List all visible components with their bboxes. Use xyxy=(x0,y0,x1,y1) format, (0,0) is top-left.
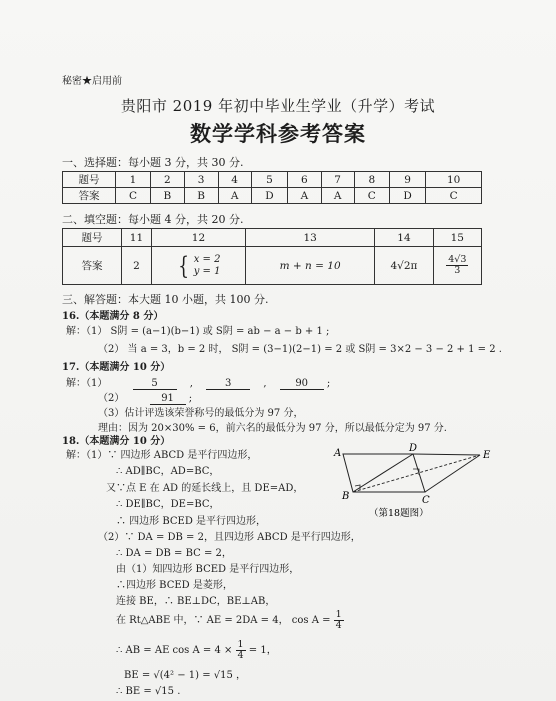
fraction xyxy=(236,640,246,661)
q18-ab-line xyxy=(116,640,277,661)
label-e: E xyxy=(483,450,491,461)
table-cell: 6 xyxy=(288,172,321,188)
fraction xyxy=(334,610,344,631)
q18-line: 解：（1）∵ 四边形 ABCD 是平行四边形， xyxy=(66,450,258,461)
q17-blank3: 90 xyxy=(280,378,324,390)
table-cell: A xyxy=(288,188,321,204)
row-label-answer: 答案 xyxy=(63,188,116,204)
fraction-denominator: 4 xyxy=(335,620,342,631)
q18-line: 连接 BE，∴ BE⊥DC，BE⊥AB， xyxy=(116,596,276,607)
q18-line: ∴ BE = √15 . xyxy=(116,686,181,697)
fraction xyxy=(446,255,468,276)
label-c: C xyxy=(422,495,430,506)
fill-answer-table xyxy=(62,228,482,285)
fraction-numerator: 1 xyxy=(237,639,244,650)
label-b: B xyxy=(342,491,350,502)
section2-heading: 二、填空题：每小题 4 分，共 20 分. xyxy=(62,213,244,226)
table-cell: 15 xyxy=(433,229,481,247)
q18-line: ∴ 四边形 BCED 是平行四边形， xyxy=(116,516,267,527)
answer-12-line2: y = 1 xyxy=(193,265,221,277)
q18-line: ∴ DA = DB = BC = 2， xyxy=(116,548,232,559)
label-a: A xyxy=(334,448,342,459)
table-cell: B xyxy=(151,188,185,204)
table-cell: 13 xyxy=(245,229,374,247)
answer-14: 4√2π xyxy=(375,247,433,285)
q18-title: 18.（本题满分 10 分） xyxy=(62,436,171,447)
q18-line: ∴ DE∥BC，DE=BC， xyxy=(116,499,220,510)
table-cell: D xyxy=(251,188,287,204)
q18-ab-text: ∴ AB = AE cos A = 4 × xyxy=(116,645,236,656)
choice-answer-table xyxy=(62,171,482,204)
table-cell: 9 xyxy=(389,172,425,188)
q17-line2-prefix: （2） xyxy=(98,393,125,404)
q18-line: ∴四边形 BCED 是菱形， xyxy=(116,580,233,591)
table-cell: D xyxy=(389,188,425,204)
answer-12 xyxy=(151,247,245,285)
q17-blank2: 3 xyxy=(206,378,250,390)
brace-glyph: { xyxy=(178,251,190,280)
q18-line: 又∵点 E 在 AD 的延长线上，且 DE=AD， xyxy=(106,483,304,494)
table-cell: 4 xyxy=(218,172,251,188)
q18-figure xyxy=(325,442,500,522)
table-cell: 7 xyxy=(321,172,354,188)
table-cell: 3 xyxy=(184,172,218,188)
segment-be-dashed xyxy=(353,455,480,492)
table-cell: 5 xyxy=(251,172,287,188)
q18-cos-text: 在 Rt△ABE 中，∵ AE = 2DA = 4， cos A = xyxy=(116,615,334,626)
q17-line1-prefix: 解：（1） xyxy=(66,378,108,389)
answer-13: m + n = 10 xyxy=(245,247,374,285)
q18-line: BE = √(4² − 1) = √15 ， xyxy=(124,670,247,681)
q17-line4: 理由：因为 20×30% = 6，前六名的最低分为 97 分，所以最低分定为 97 分. xyxy=(98,423,447,434)
answer-12-line1: x = 2 xyxy=(193,253,221,265)
table-row xyxy=(63,172,482,188)
row-label-question: 题号 xyxy=(63,172,116,188)
answer-11: 2 xyxy=(122,247,152,285)
row-label-answer: 答案 xyxy=(63,247,122,285)
table-cell: B xyxy=(184,188,218,204)
q17-line1: 解：（1） 5 , 3 , 90 ; xyxy=(66,378,331,389)
q17-blank1: 5 xyxy=(133,378,177,390)
table-cell: C xyxy=(116,188,151,204)
q17-blank4: 91 xyxy=(150,393,186,405)
section3-heading: 三、解答题：本大题 10 小题，共 100 分. xyxy=(62,293,269,306)
fraction-numerator: 1 xyxy=(335,609,342,620)
q17-line2: （2） 91 ; xyxy=(98,393,193,404)
equation-system xyxy=(176,251,221,280)
segment-bd xyxy=(353,454,413,492)
table-cell: C xyxy=(426,188,482,204)
table-cell: 1 xyxy=(116,172,151,188)
q17-title: 17.（本题满分 10 分） xyxy=(62,362,171,373)
table-cell: 12 xyxy=(151,229,245,247)
answer-15 xyxy=(433,247,481,285)
table-cell: 11 xyxy=(122,229,152,247)
table-cell: C xyxy=(354,188,389,204)
table-cell: 8 xyxy=(354,172,389,188)
q16-line2: （2） 当 a = 3，b = 2 时， S阴 = (3−1)(2−1) = 2 或 S阴 = 3×2 − 3 − 2 + 1 = 2 . xyxy=(98,344,502,355)
table-row xyxy=(63,229,482,247)
table-cell: A xyxy=(218,188,251,204)
q18-line: ∴ AD∥BC，AD=BC， xyxy=(116,466,220,477)
exam-title: 贵阳市 2019 年初中毕业生学业（升学）考试 xyxy=(120,97,436,115)
table-cell: 14 xyxy=(375,229,433,247)
q18-ab-result: = 1， xyxy=(248,645,277,656)
q18-line: （2）∵ DA = DB = 2，且四边形 ABCD 是平行四边形， xyxy=(98,532,361,543)
table-row xyxy=(63,247,482,285)
section1-heading: 一、选择题：每小题 3 分，共 30 分. xyxy=(62,156,244,169)
q16-title: 16.（本题满分 8 分） xyxy=(62,311,164,322)
q16-line1: 解：（1） S阴 = (a−1)(b−1) 或 S阴 = ab − a − b + 1 ; xyxy=(66,326,330,337)
fraction-denominator: 3 xyxy=(454,265,461,276)
table-cell: 2 xyxy=(151,172,185,188)
table-cell: A xyxy=(321,188,354,204)
table-row xyxy=(63,188,482,204)
fraction-denominator: 4 xyxy=(237,650,244,661)
secret-label: 秘密★启用前 xyxy=(62,76,122,87)
label-d: D xyxy=(409,443,418,454)
q17-line3: （3）估计评选该荣誉称号的最低分为 97 分， xyxy=(98,408,304,419)
fraction-numerator: 4√3 xyxy=(448,254,467,265)
table-cell: 10 xyxy=(426,172,482,188)
segment-de xyxy=(413,454,480,455)
figure-caption: （第18题图） xyxy=(369,508,429,519)
exam-subtitle: 数学学科参考答案 xyxy=(190,121,366,146)
segment-ce xyxy=(425,455,480,492)
q18-line: 由（1）知四边形 BCED 是平行四边形， xyxy=(116,564,300,575)
row-label-question: 题号 xyxy=(63,229,122,247)
q18-cos-line xyxy=(116,610,344,631)
